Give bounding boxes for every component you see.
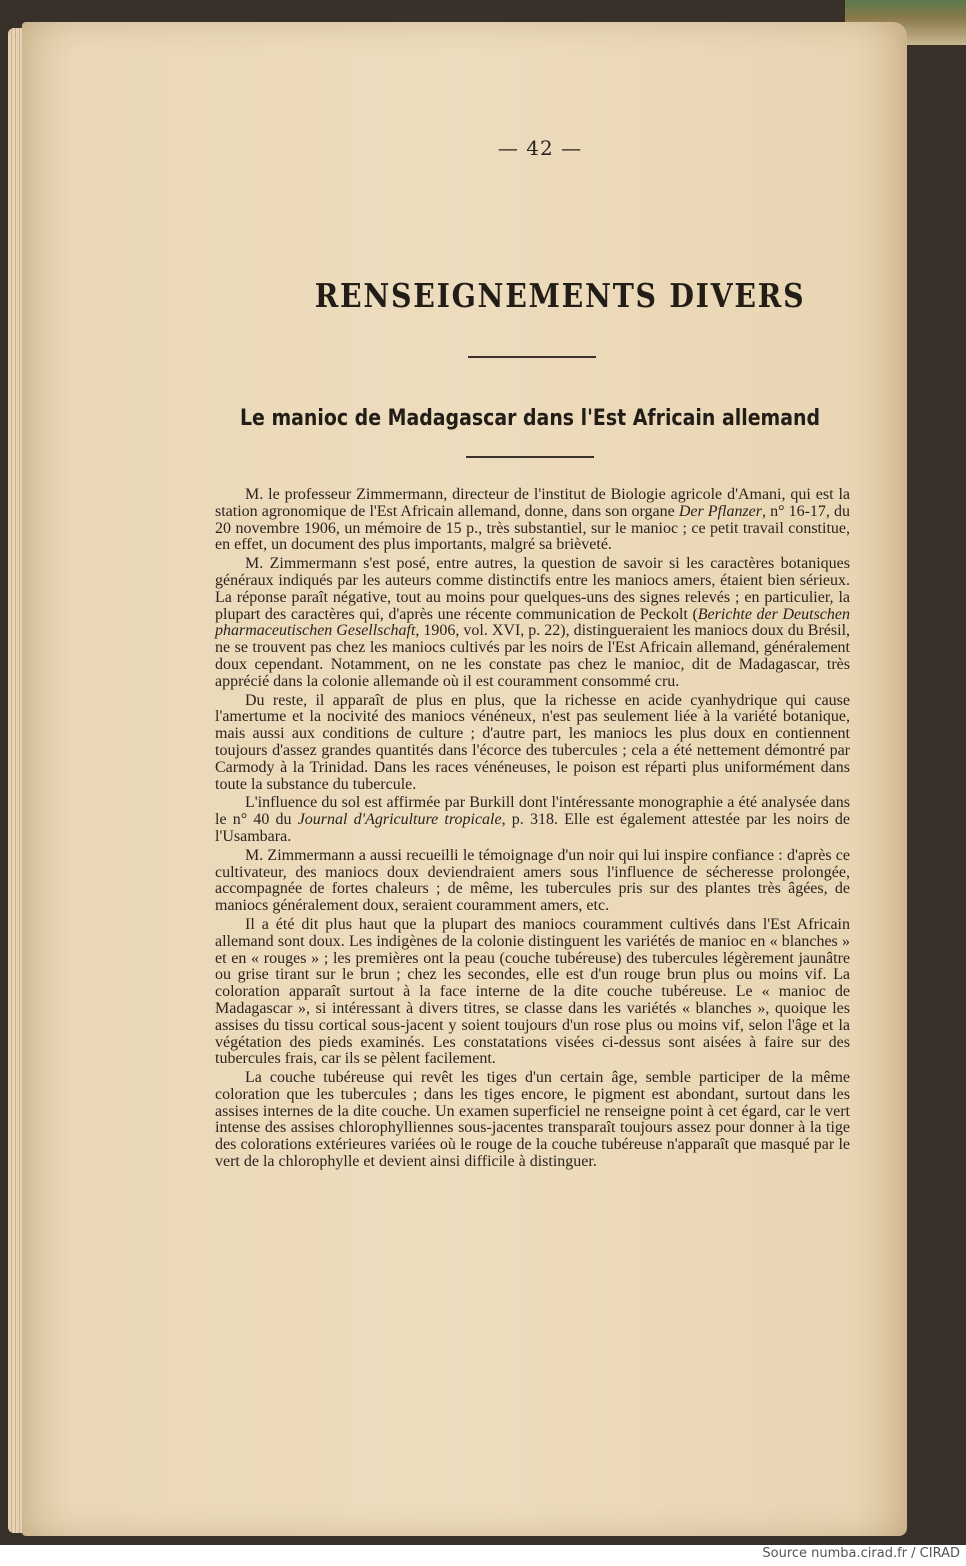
publication-title: Journal d'Agriculture tropicale [297,811,502,829]
publication-title: Berichte der Deutschen pharmaceutischen Gesellschaft [215,605,850,640]
section-divider [466,456,594,458]
publication-title: Der Pflanzer [678,502,763,520]
paragraph-3: Du reste, il apparaît de plus en plus, que la richesse en acide cyanhydrique qui cause l'amertume et la nocivité des maniocs vénéneux, n'est pas seulement liée à la variété botanique, mais aussi aux conditions de culture ; d'autre part, les maniocs les plus doux en contiennent toujours d'assez grandes quantités dans l'écorce des tubercules ; cela a été nettement démontré par Carmody à la Trinidad. Dans les races vénéneuses, le poison est réparti plus uniformément dans toute la substance du tubercule. [215,691,850,793]
paragraph-6: Il a été dit plus haut que la plupart des maniocs couramment cultivés dans l'Est Africain allemand sont doux. Les indigènes de la colonie distinguent les variétés de manioc en « blanches » et en « rouges » ; les premières ont la peau (couche tubéreuse) des tubercules légèrement jaunâtre ou grise tirant sur le brun ; chez les secondes, elle est d'un rouge brun plus ou moins vif. La coloration apparaît surtout à la face interne de la dite couche tubéreuse. Le « manioc de Madagascar », si intéressant à divers titres, se classe dans les variétés « blanches », quoique les assises du tissu cortical sous-jacent y soient toujours d'un rose plus ou moins vif, selon l'âge et la végétation des pieds examinés. Les constatations visées ci-dessus sont aisées à faire sur des tubercules frais, car ils se pèlent facilement. [215,915,850,1068]
paragraph-5: M. Zimmermann a aussi recueilli le témoignage d'un noir qui lui inspire confiance : d'après ce cultivateur, des maniocs doux deviendraient amers sous l'influence de sécheresse prolongée, accompagnée de fortes chaleurs ; de même, les tubercules pris sur des plantes très âgées, de maniocs généralement doux, seraient couramment amers, etc. [215,846,850,915]
source-caption: Source numba.cirad.fr / CIRAD [762,1546,960,1561]
paragraph-7: La couche tubéreuse qui revêt les tiges d'un certain âge, semble participer de la même coloration que les tubercules ; dans les tiges encore, le pigment est abondant, surtout dans les assises internes de la dite couche. Un examen superficiel ne renseigne point à cet égard, car le vert intense des assises chlorophylliennes sous-jacentes transparaît toujours assez pour donner à la tige des colorations extérieures variées où le rouge de la couche tubéreuse n'apparaît que masqué par le vert de la chlorophylle et devient ainsi difficile à distinguer. [215,1069,850,1171]
article-body [215,487,850,1173]
paragraph-2: M. Zimmermann s'est posé, entre autres, la question de savoir si les caractères botaniques généraux indiqués par les auteurs comme distinctifs entre les maniocs amers, étaient bien sérieux. La réponse paraît négative, tout au moins pour quelques-uns des signes relevés ; en particulier, la plupart des caractères qui, d'après une récente communication de Peckolt (Berichte der Deutschen pharmaceutischen Gesellschaft, 1906, vol. XVI, p. 22), distingueraient les maniocs doux du Brésil, ne se trouvent pas chez les maniocs cultivés par les noirs de l'Est Africain allemand, généralement doux cependant. Notamment, on ne les constate pas chez le manioc, dit de Madagascar, très apprécié dans la colonie allemande où il est couramment consommé cru. [215,555,851,690]
title-divider [468,356,596,358]
page-title: RENSEIGNEMENTS DIVERS [314,276,806,315]
paragraph-1: M. le professeur Zimmermann, directeur de l'institut de Biologie agricole d'Amani, qui est la station agronomique de l'Est Africain allemand, donne, dans son organe Der Pflanzer, n° 16-17, du 20 novembre 1906, un mémoire de 15 p., très substantiel, sur le manioc ; ce petit travail constitue, en effet, un document des plus importants, malgré sa brièveté. [215,486,851,554]
section-title: Le manioc de Madagascar dans l'Est Africain allemand [239,406,821,431]
paragraph-4: L'influence du sol est affirmée par Burkill dont l'intéressante monographie a été analysée dans le n° 40 du Journal d'Agriculture tropicale, p. 318. Elle est également attestée par les noirs de l'Usambara. [215,794,850,845]
page-number: — 42 — [497,136,583,160]
